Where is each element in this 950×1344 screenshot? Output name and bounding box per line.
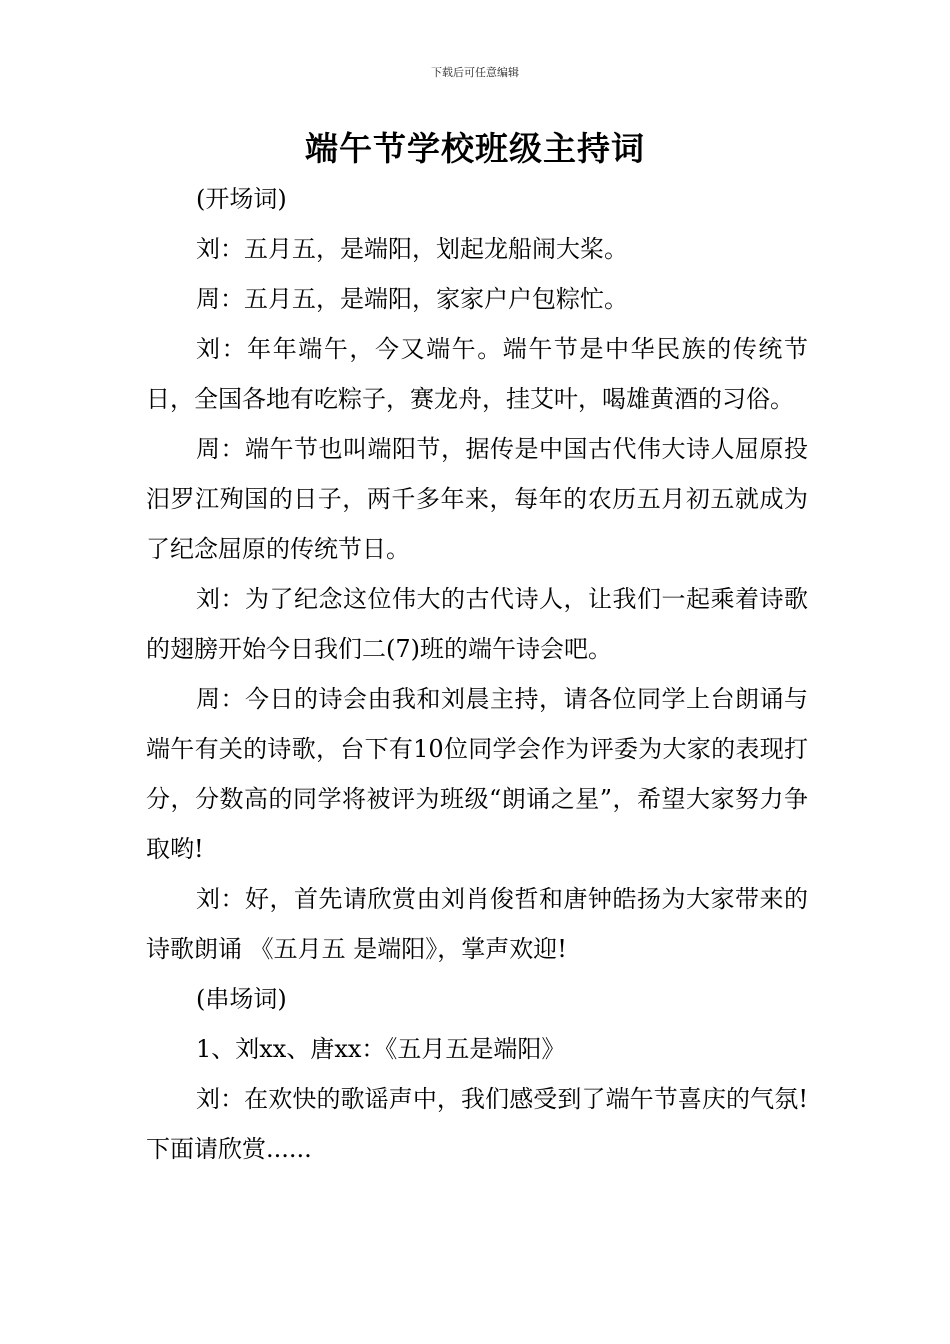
- paragraph-5: 刘：为了纪念这位伟大的古代诗人，让我们一起乘着诗歌的翅膀开始今日我们二(7)班的端午诗会吧。: [146, 585, 808, 663]
- paragraph-opening-heading: (开场词): [196, 185, 287, 213]
- paragraph-1: 刘：五月五，是端阳，划起龙船闹大桨。: [196, 235, 628, 263]
- paragraph-7: 刘：好，首先请欣赏由刘肖俊哲和唐钟皓扬为大家带来的诗歌朗诵 《五月五 是端阳》，掌声欢迎!: [146, 885, 808, 963]
- paragraph-transition-heading: (串场词): [196, 985, 287, 1013]
- header-note: 下载后可任意编辑: [431, 66, 519, 79]
- paragraph-10: 刘：在欢快的歌谣声中，我们感受到了端午节喜庆的气氛!下面请欣赏......: [146, 1085, 808, 1163]
- paragraph-4: 周：端午节也叫端阳节，据传是中国古代伟大诗人屈原投汨罗江殉国的日子，两千多年来，每年的农历五月初五就成为了纪念屈原的传统节日。: [146, 435, 808, 563]
- paragraph-3: 刘：年年端午，今又端午。端午节是中华民族的传统节日，全国各地有吃粽子，赛龙舟，挂艾叶，喝雄黄酒的习俗。: [146, 335, 808, 413]
- paragraph-2: 周：五月五，是端阳，家家户户包粽忙。: [196, 285, 628, 313]
- document-body: [146, 174, 808, 1174]
- paragraph-program-item-1: 1、刘xx、唐xx：《五月五是端阳》: [196, 1035, 566, 1063]
- document-title: 端午节学校班级主持词: [305, 129, 645, 168]
- paragraph-6: 周：今日的诗会由我和刘晨主持，请各位同学上台朗诵与端午有关的诗歌，台下有10位同学会作为评委为大家的表现打分，分数高的同学将被评为班级“朗诵之星”，希望大家努力争取哟!: [146, 685, 808, 863]
